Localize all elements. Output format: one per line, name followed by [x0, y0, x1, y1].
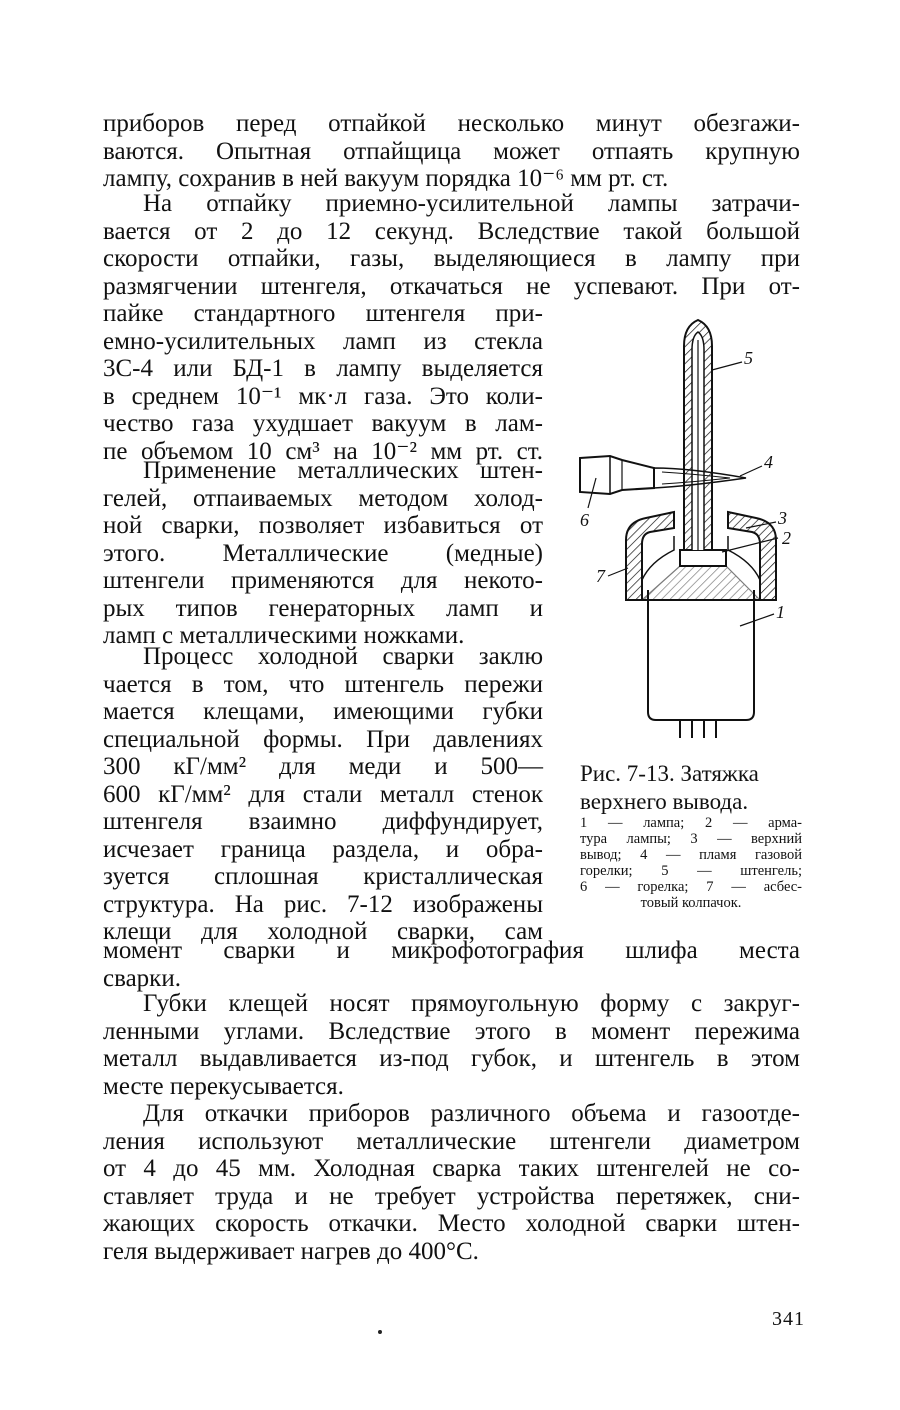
text-line: ленными углами. Вследствие этого в момент пережима	[103, 1017, 800, 1045]
paragraph	[103, 457, 543, 650]
paragraph	[103, 937, 800, 992]
paragraph	[103, 643, 543, 946]
text-line: вается от 2 до 12 секунд. Вследствие такой большой	[103, 217, 800, 245]
figure-caption: Рис. 7-13. Затяжка верхнего вывода.	[580, 761, 759, 814]
text-line: специальной формы. При давлениях	[103, 725, 543, 753]
text-line: исчезает граница раздела, и обра-	[103, 835, 543, 863]
gas-burner	[580, 456, 654, 494]
text-line: мается клещами, имеющими губки	[103, 698, 543, 725]
text-line: Губки клещей носят прямоугольную форму с закруг-	[143, 990, 800, 1017]
text-line: ставляет труда и не требует устройства перетяжек, сни-	[103, 1182, 800, 1210]
text-line: 300 кГ/мм² для меди и 500—	[103, 753, 543, 780]
text-line: На отпайку приемно-усилительной лампы затрачи-	[143, 190, 800, 217]
paragraph	[103, 300, 543, 465]
label-5: 5	[744, 348, 753, 368]
text-line: чество газа ухудшает вакуум в лам-	[103, 410, 543, 437]
text-line: геля выдерживает нагрев до 400°C.	[103, 1237, 479, 1265]
text-line: зуется сплошная кристаллическая	[103, 863, 543, 890]
label-6: 6	[580, 510, 589, 530]
text-line: от 4 до 45 мм. Холодная сварка таких штенгелей не со-	[103, 1155, 800, 1182]
label-4: 4	[764, 452, 773, 472]
text-line: этого. Металлические (медные)	[103, 539, 543, 567]
text-line: штенгеля взаимно диффундирует,	[103, 808, 543, 835]
paragraph	[103, 1100, 800, 1265]
text-line: ной сварки, позволяет избавиться от	[103, 512, 543, 539]
legend-line: товый колпачок.	[640, 895, 742, 911]
label-7: 7	[596, 566, 605, 586]
text-line: ваются. Опытная отпайщица может отпаять крупную	[103, 137, 800, 165]
text-line: рых типов генераторных ламп и	[103, 594, 543, 622]
legend-line: 6 — горелка; 7 — асбес-	[580, 879, 802, 895]
text-line: месте перекусывается.	[103, 1072, 344, 1100]
text-line: клещи для холодной сварки, сам	[103, 918, 543, 945]
paragraph	[103, 990, 800, 1100]
lamp-bulb	[648, 590, 754, 720]
paragraph	[103, 190, 800, 300]
paragraph	[103, 110, 800, 193]
legend-line: тура лампы; 3 — верхний	[580, 831, 802, 847]
legend-line: горелки; 5 — штенгель;	[580, 863, 802, 879]
text-line: пайке стандартного штенгеля при-	[103, 300, 543, 327]
print-speck	[378, 1330, 382, 1334]
text-line: сварки.	[103, 964, 181, 992]
text-line: ламп с металлическими ножками.	[103, 622, 465, 649]
label-1: 1	[776, 602, 785, 622]
label-3: 3	[778, 508, 787, 528]
legend-line: 1 — лампа; 2 — арма-	[580, 815, 802, 831]
text-line: Для откачки приборов различного объема и газоотде-	[143, 1100, 800, 1127]
text-line: в среднем 10⁻¹ мк·л газа. Это коли-	[103, 382, 543, 410]
text-line: пе объемом 10 см³ на 10⁻² мм рт. ст.	[103, 437, 543, 465]
lamp-diagram	[570, 300, 810, 750]
text-line: Применение металлических штен-	[143, 457, 543, 484]
text-line: штенгели применяются для некото-	[103, 567, 543, 594]
text-line: жающих скорость откачки. Место холодной сварки штен-	[103, 1210, 800, 1237]
figure-legend	[580, 815, 802, 911]
text-line: лампу, сохранив в ней вакуум порядка 10⁻⁶ мм рт. ст.	[103, 165, 669, 192]
text-line: структура. На рис. 7-12 изображены	[103, 890, 543, 918]
legend-line: вывод; 4 — пламя газовой	[580, 847, 802, 863]
text-line: гелей, отпаиваемых методом холод-	[103, 484, 543, 512]
text-line: Процесс холодной сварки заклю	[143, 643, 543, 670]
text-line: емно-усилительных ламп из стекла	[103, 327, 543, 355]
text-line: чается в том, что штенгель пережи	[103, 670, 543, 698]
lamp-armature	[680, 550, 726, 566]
text-line: размягчении штенгеля, откачаться не успевают. При от-	[103, 272, 800, 300]
text-line: приборов перед отпайкой несколько минут обезгажи-	[103, 110, 800, 137]
text-line: 600 кГ/мм² для стали металл стенок	[103, 780, 543, 808]
text-line: момент сварки и микрофотография шлифа места	[103, 937, 800, 964]
text-line: скорости отпайки, газы, выделяющиеся в лампу при	[103, 245, 800, 272]
text-line: 3С-4 или БД-1 в лампу выделяется	[103, 355, 543, 382]
text-line: металл выдавливается из-под губок, и штенгель в этом	[103, 1045, 800, 1072]
text-line: ления используют металлические штенгели диаметром	[103, 1127, 800, 1155]
page-number: 341	[772, 1308, 805, 1330]
label-2: 2	[782, 528, 791, 548]
